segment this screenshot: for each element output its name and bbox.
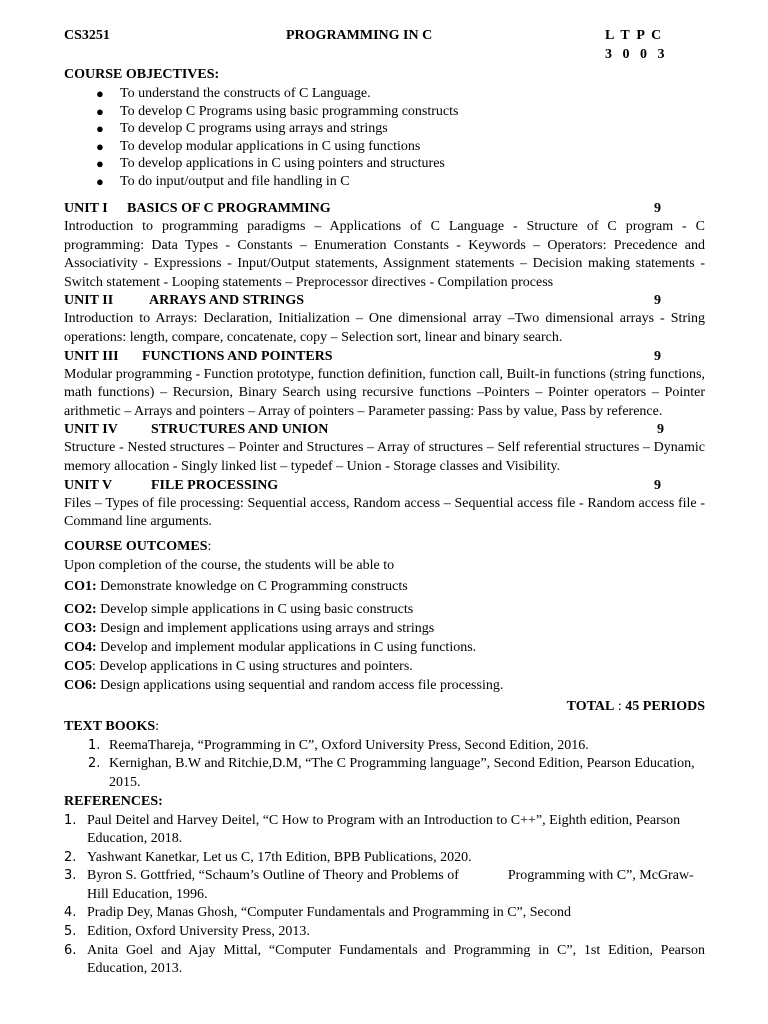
bullet-icon: ● (96, 173, 104, 189)
unit-name: FILE PROCESSING (151, 477, 279, 493)
bullet-icon: ● (96, 156, 104, 171)
bullet-icon: ● (96, 121, 104, 136)
list-item: 5. Edition, Oxford University Press, 2013. (64, 924, 310, 940)
outcome-item: CO3: Design and implement applications using arrays and strings (64, 620, 435, 636)
outcomes-heading: COURSE OUTCOMES: (64, 538, 212, 554)
list-item: 1. ReemaThareja, “Programming in C”, Oxford University Press, Second Edition, 2016. (88, 737, 589, 753)
list-item: ● To do input/output and file handling in C (96, 173, 350, 189)
ltpc-labels: L T P C (605, 28, 662, 43)
list-item: 6. Anita Goel and Ajay Mittal, “Computer Fundamentals and Programming in C”, 1st Edition, Pearson Education, 2013. (64, 942, 705, 977)
list-item: 2. Kernighan, B.W and Ritchie,D.M, “The C Programming language”, Second Edition, Pearson Education, 2015. (88, 756, 695, 790)
ltpc-values: 3 0 0 3 (605, 47, 665, 62)
unit-content: Introduction to Arrays: Declaration, Initialization – One dimensional array –Two dimensional arrays - String operations: length, compare, concatenate, copy – Selection sort, linear and binary search. (64, 311, 705, 345)
unit-heading (64, 292, 705, 310)
syllabus-page (64, 28, 705, 979)
unit-hours: 9 (654, 348, 661, 364)
unit-label: UNIT V (64, 477, 113, 493)
unit-name: STRUCTURES AND UNION (151, 422, 329, 438)
outcome-item: CO2: Develop simple applications in C using basic constructs (64, 601, 414, 617)
unit-name: BASICS OF C PROGRAMMING (127, 201, 331, 216)
references-list (64, 812, 705, 979)
list-item: ● To develop C programs using arrays and strings (96, 121, 388, 136)
unit-label: UNIT III (64, 348, 119, 364)
list-item: ● To develop modular applications in C using functions (96, 138, 421, 154)
unit-content: Files – Types of file processing: Sequential access, Random access – Sequential access file - Random access file - Command line arguments. (64, 495, 705, 530)
outcome-item: CO1: Demonstrate knowledge on C Programming constructs (64, 578, 408, 594)
unit-content: Modular programming - Function prototype, function definition, function call, Built-in functions (string functions, math functions) – Recursion, Binary Search using recursive functions –Pointers – Pointer operators – Pointer arithmetic – Arrays and pointers – Array of pointers – Parameter passing: Pass by value, Pass by reference. (64, 366, 705, 419)
unit-heading (64, 200, 705, 218)
course-header (64, 28, 705, 64)
unit-heading (64, 421, 705, 439)
unit-content: Structure - Nested structures – Pointer and Structures – Array of structures – Self referential structures – Dynamic memory allocation - Singly linked list – typedef – Union - Storage classes and Visibility. (64, 440, 705, 474)
unit-name: FUNCTIONS AND POINTERS (142, 348, 333, 364)
list-item: 1. Paul Deitel and Harvey Deitel, “C How to Program with an Introduction to C++”, Eighth edition, Pearson Education, 2018. (64, 812, 681, 847)
bullet-icon: ● (96, 138, 104, 154)
list-item: ● To understand the constructs of C Language. (96, 86, 371, 101)
list-item: 4. Pradip Dey, Manas Ghosh, “Computer Fundamentals and Programming in C”, Second (64, 905, 571, 921)
unit-hours: 9 (654, 293, 661, 309)
unit-label: UNIT I (64, 201, 108, 216)
unit-label: UNIT IV (64, 422, 118, 438)
course-title: PROGRAMMING IN C (286, 28, 433, 43)
text-books-list (64, 737, 705, 793)
total-periods: TOTAL : 45 PERIODS (566, 698, 705, 714)
bullet-icon: ● (96, 86, 104, 101)
unit-heading (64, 348, 705, 366)
outcome-item: CO4: Develop and implement modular applications in C using functions. (64, 639, 477, 655)
unit-heading (64, 477, 705, 495)
outcomes-intro: Upon completion of the course, the students will be able to (64, 557, 395, 573)
bullet-icon: ● (96, 103, 104, 119)
unit-hours: 9 (654, 477, 661, 493)
unit-hours: 9 (657, 422, 664, 438)
unit-content: Introduction to programming paradigms – Applications of C Language - Structure of C program - C programming: Data Types - Constants – Enumeration Constants - Keywords – Operators: Precedence and Associativity - Expressions - Input/Output statements, Assignment statements – Decision making statements - Switch statement - Looping statements – Preprocessor directives - Compilation process (64, 219, 705, 290)
text-books-heading: TEXT BOOKS: (64, 718, 160, 734)
unit-label: UNIT II (64, 293, 114, 309)
unit-name: ARRAYS AND STRINGS (149, 293, 305, 309)
list-item: 3. Byron S. Gottfried, “Schaum’s Outline of Theory and Problems of Programming with C”, McGraw-Hill Education, 1996. (64, 868, 694, 902)
outcome-item: CO5: Develop applications in C using structures and pointers. (64, 658, 413, 674)
course-code: CS3251 (64, 28, 110, 43)
list-item: ● To develop applications in C using pointers and structures (96, 156, 445, 171)
objectives-heading: COURSE OBJECTIVES: (64, 67, 220, 82)
references-heading: REFERENCES: (64, 793, 163, 809)
outcome-item: CO6: Design applications using sequential and random access file processing. (64, 677, 504, 693)
unit-hours: 9 (654, 201, 661, 216)
list-item: ● To develop C Programs using basic programming constructs (96, 103, 459, 119)
objectives-list (64, 85, 705, 190)
list-item: 2. Yashwant Kanetkar, Let us C, 17th Edition, BPB Publications, 2020. (64, 849, 472, 865)
